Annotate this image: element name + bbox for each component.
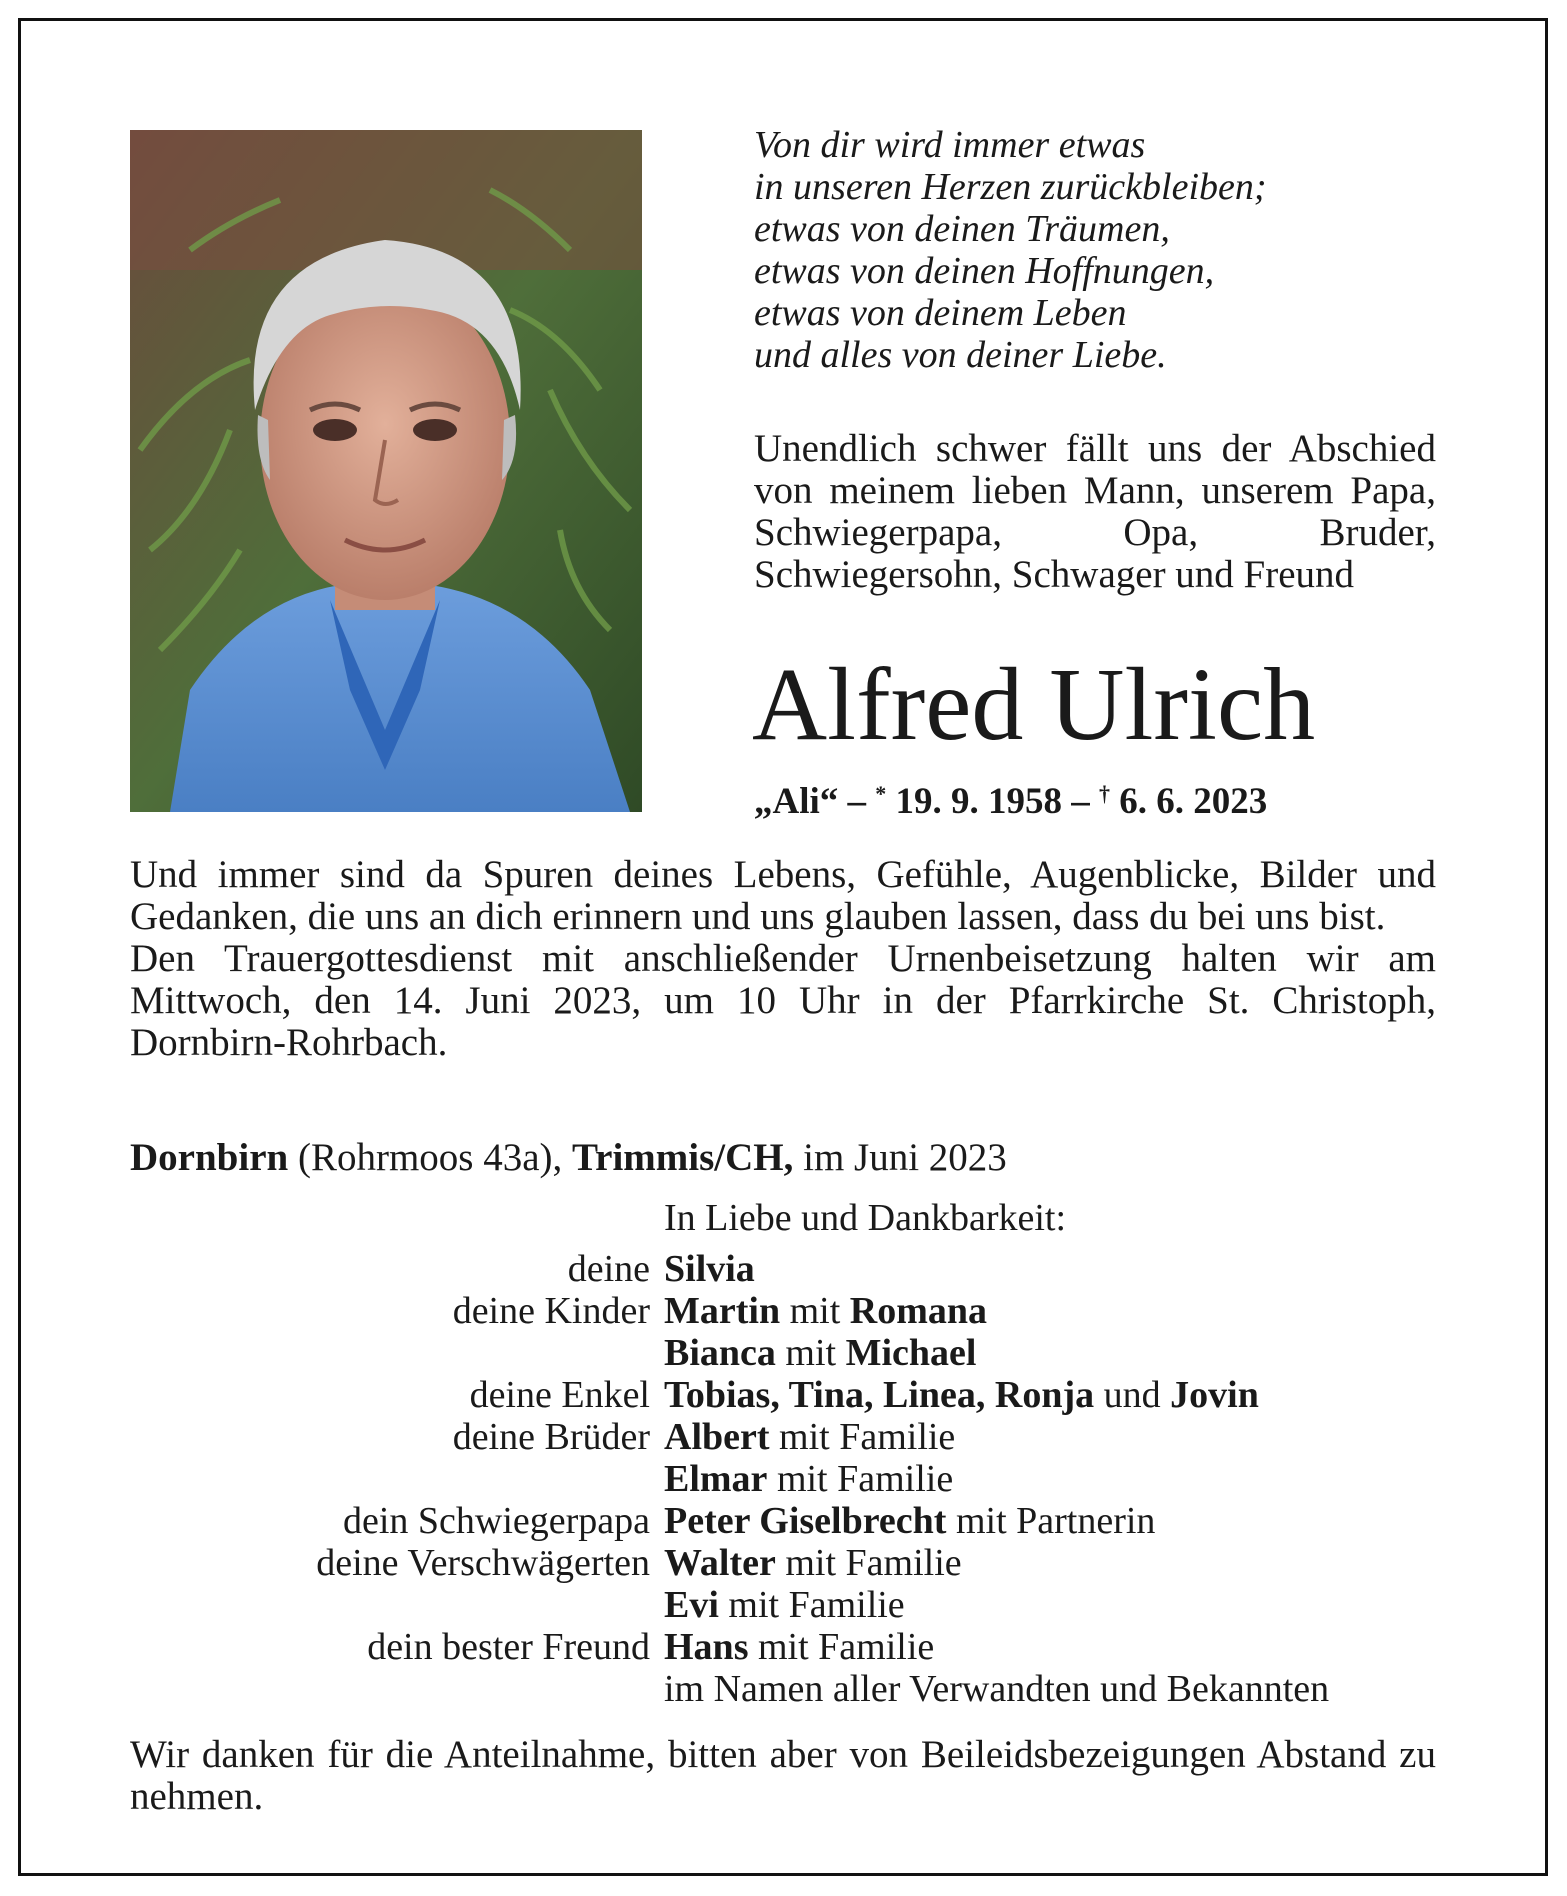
mourners-list xyxy=(130,1248,1450,1710)
mourner-names xyxy=(650,1542,962,1584)
mourner-name: Martin xyxy=(664,1290,781,1332)
death-date: 6. 6. 2023 xyxy=(1119,781,1268,822)
mourner-relation: deine Kinder xyxy=(452,1290,650,1332)
mourner-row xyxy=(130,1542,1450,1584)
mourner-relation xyxy=(130,1458,650,1500)
service-paragraph: Den Trauergottesdienst mit anschließender Urnenbeisetzung halten wir am Mittwoch, den 14. Juni 2023, um 10 Uhr in der Pfarrkirche St. Christoph, Dornbirn-Rohrbach. xyxy=(130,937,1436,1064)
poem-line: etwas von deinen Träumen, xyxy=(754,208,1170,250)
mourner-connector: mit xyxy=(775,1332,846,1374)
portrait-illustration xyxy=(130,130,642,812)
month-date: im Juni 2023 xyxy=(803,1136,1007,1179)
mourner-row xyxy=(130,1584,1450,1626)
place-date-line xyxy=(130,1136,1007,1180)
thanks-note: Wir danken für die Anteilnahme, bitten aber von Beileidsbezeigungen Abstand zu nehmen. xyxy=(130,1733,1436,1818)
mourner-relation xyxy=(130,1584,650,1626)
mourner-connector: im Namen aller Verwandten und Bekannten xyxy=(664,1668,1330,1710)
mourner-name: Romana xyxy=(849,1290,987,1332)
town-trimmis: Trimmis/CH, xyxy=(572,1136,794,1179)
memory-paragraph: Und immer sind da Spuren deines Lebens, Gefühle, Augenblicke, Bilder und Gedanken, die uns an dich erinnern und uns glauben lassen, dass du bei uns bist. xyxy=(130,853,1436,938)
poem-line: in unseren Herzen zurückbleiben; xyxy=(754,166,1267,208)
mourner-relation: deine Enkel xyxy=(469,1374,650,1416)
mourner-names xyxy=(650,1626,934,1668)
deceased-name: Alfred Ulrich xyxy=(752,647,1316,762)
mourner-name: Michael xyxy=(845,1332,977,1374)
mourner-row xyxy=(130,1626,1450,1668)
mourner-names xyxy=(650,1290,987,1332)
mourner-row xyxy=(130,1458,1450,1500)
mourner-relation: deine Verschwägerten xyxy=(316,1542,650,1584)
mourner-names xyxy=(650,1500,1155,1542)
mourner-relation xyxy=(130,1332,650,1374)
mourner-names xyxy=(650,1416,955,1458)
mourner-row xyxy=(130,1416,1450,1458)
mourner-connector: mit Familie xyxy=(767,1458,954,1500)
mourner-name: Silvia xyxy=(664,1248,755,1290)
mourner-connector: mit Familie xyxy=(769,1416,956,1458)
poem-line: und alles von deiner Liebe. xyxy=(754,334,1167,376)
mourner-connector: und xyxy=(1094,1374,1171,1416)
mourner-row xyxy=(130,1248,1450,1290)
mourner-connector: mit Partnerin xyxy=(946,1500,1156,1542)
mourner-names xyxy=(650,1374,1259,1416)
mourner-name: Hans xyxy=(664,1626,749,1668)
mourner-names xyxy=(650,1248,755,1290)
poem-line: etwas von deinen Hoffnungen, xyxy=(754,250,1215,292)
mourner-names xyxy=(650,1668,1329,1710)
poem xyxy=(754,124,1454,376)
mourners-heading: In Liebe und Dankbarkeit: xyxy=(664,1197,1067,1239)
mourner-names xyxy=(650,1458,953,1500)
mourner-relation: deine xyxy=(567,1248,650,1290)
mourner-relation: dein Schwiegerpapa xyxy=(342,1500,650,1542)
mourner-name: Peter Giselbrecht xyxy=(664,1500,947,1542)
mourner-connector: mit Familie xyxy=(775,1542,962,1584)
mourner-connector: mit xyxy=(780,1290,850,1332)
life-dates: „Ali“ – * 19. 9. 1958 – † 6. 6. 2023 xyxy=(754,781,1268,822)
mourner-relation: dein bester Freund xyxy=(367,1626,650,1668)
body-text xyxy=(130,854,1436,1064)
mourner-names xyxy=(650,1584,905,1626)
mourner-name: Jovin xyxy=(1170,1374,1259,1416)
mourner-name: Tobias, Tina, Linea, Ronja xyxy=(664,1374,1095,1416)
mourner-row xyxy=(130,1332,1450,1374)
farewell-intro: Unendlich schwer fällt uns der Abschied von meinem lieben Mann, unserem Papa, Schwiegerpapa, Opa, Bruder, Schwiegersohn, Schwager und Freund xyxy=(754,427,1436,596)
nickname: „Ali“ xyxy=(754,781,839,822)
mourner-relation: deine Brüder xyxy=(452,1416,650,1458)
mourner-row xyxy=(130,1500,1450,1542)
mourner-row xyxy=(130,1668,1450,1710)
address: (Rohrmoos 43a), xyxy=(297,1136,563,1179)
mourner-name: Elmar xyxy=(664,1458,768,1500)
mourner-connector: mit Familie xyxy=(748,1626,935,1668)
mourner-name: Walter xyxy=(664,1542,776,1584)
mourner-name: Evi xyxy=(664,1584,719,1626)
poem-line: Von dir wird immer etwas xyxy=(754,124,1146,166)
poem-line: etwas von deinem Leben xyxy=(754,292,1127,334)
death-symbol: † xyxy=(1099,781,1111,806)
portrait-photo xyxy=(130,130,642,812)
mourner-name: Bianca xyxy=(664,1332,776,1374)
mourner-connector: mit Familie xyxy=(718,1584,905,1626)
birth-date: 19. 9. 1958 xyxy=(895,781,1063,822)
mourner-relation xyxy=(130,1668,650,1710)
town-dornbirn: Dornbirn xyxy=(130,1136,289,1179)
mourner-names xyxy=(650,1332,976,1374)
mourner-row xyxy=(130,1374,1450,1416)
mourner-row xyxy=(130,1290,1450,1332)
birth-symbol: * xyxy=(875,781,887,806)
mourner-name: Albert xyxy=(664,1416,770,1458)
